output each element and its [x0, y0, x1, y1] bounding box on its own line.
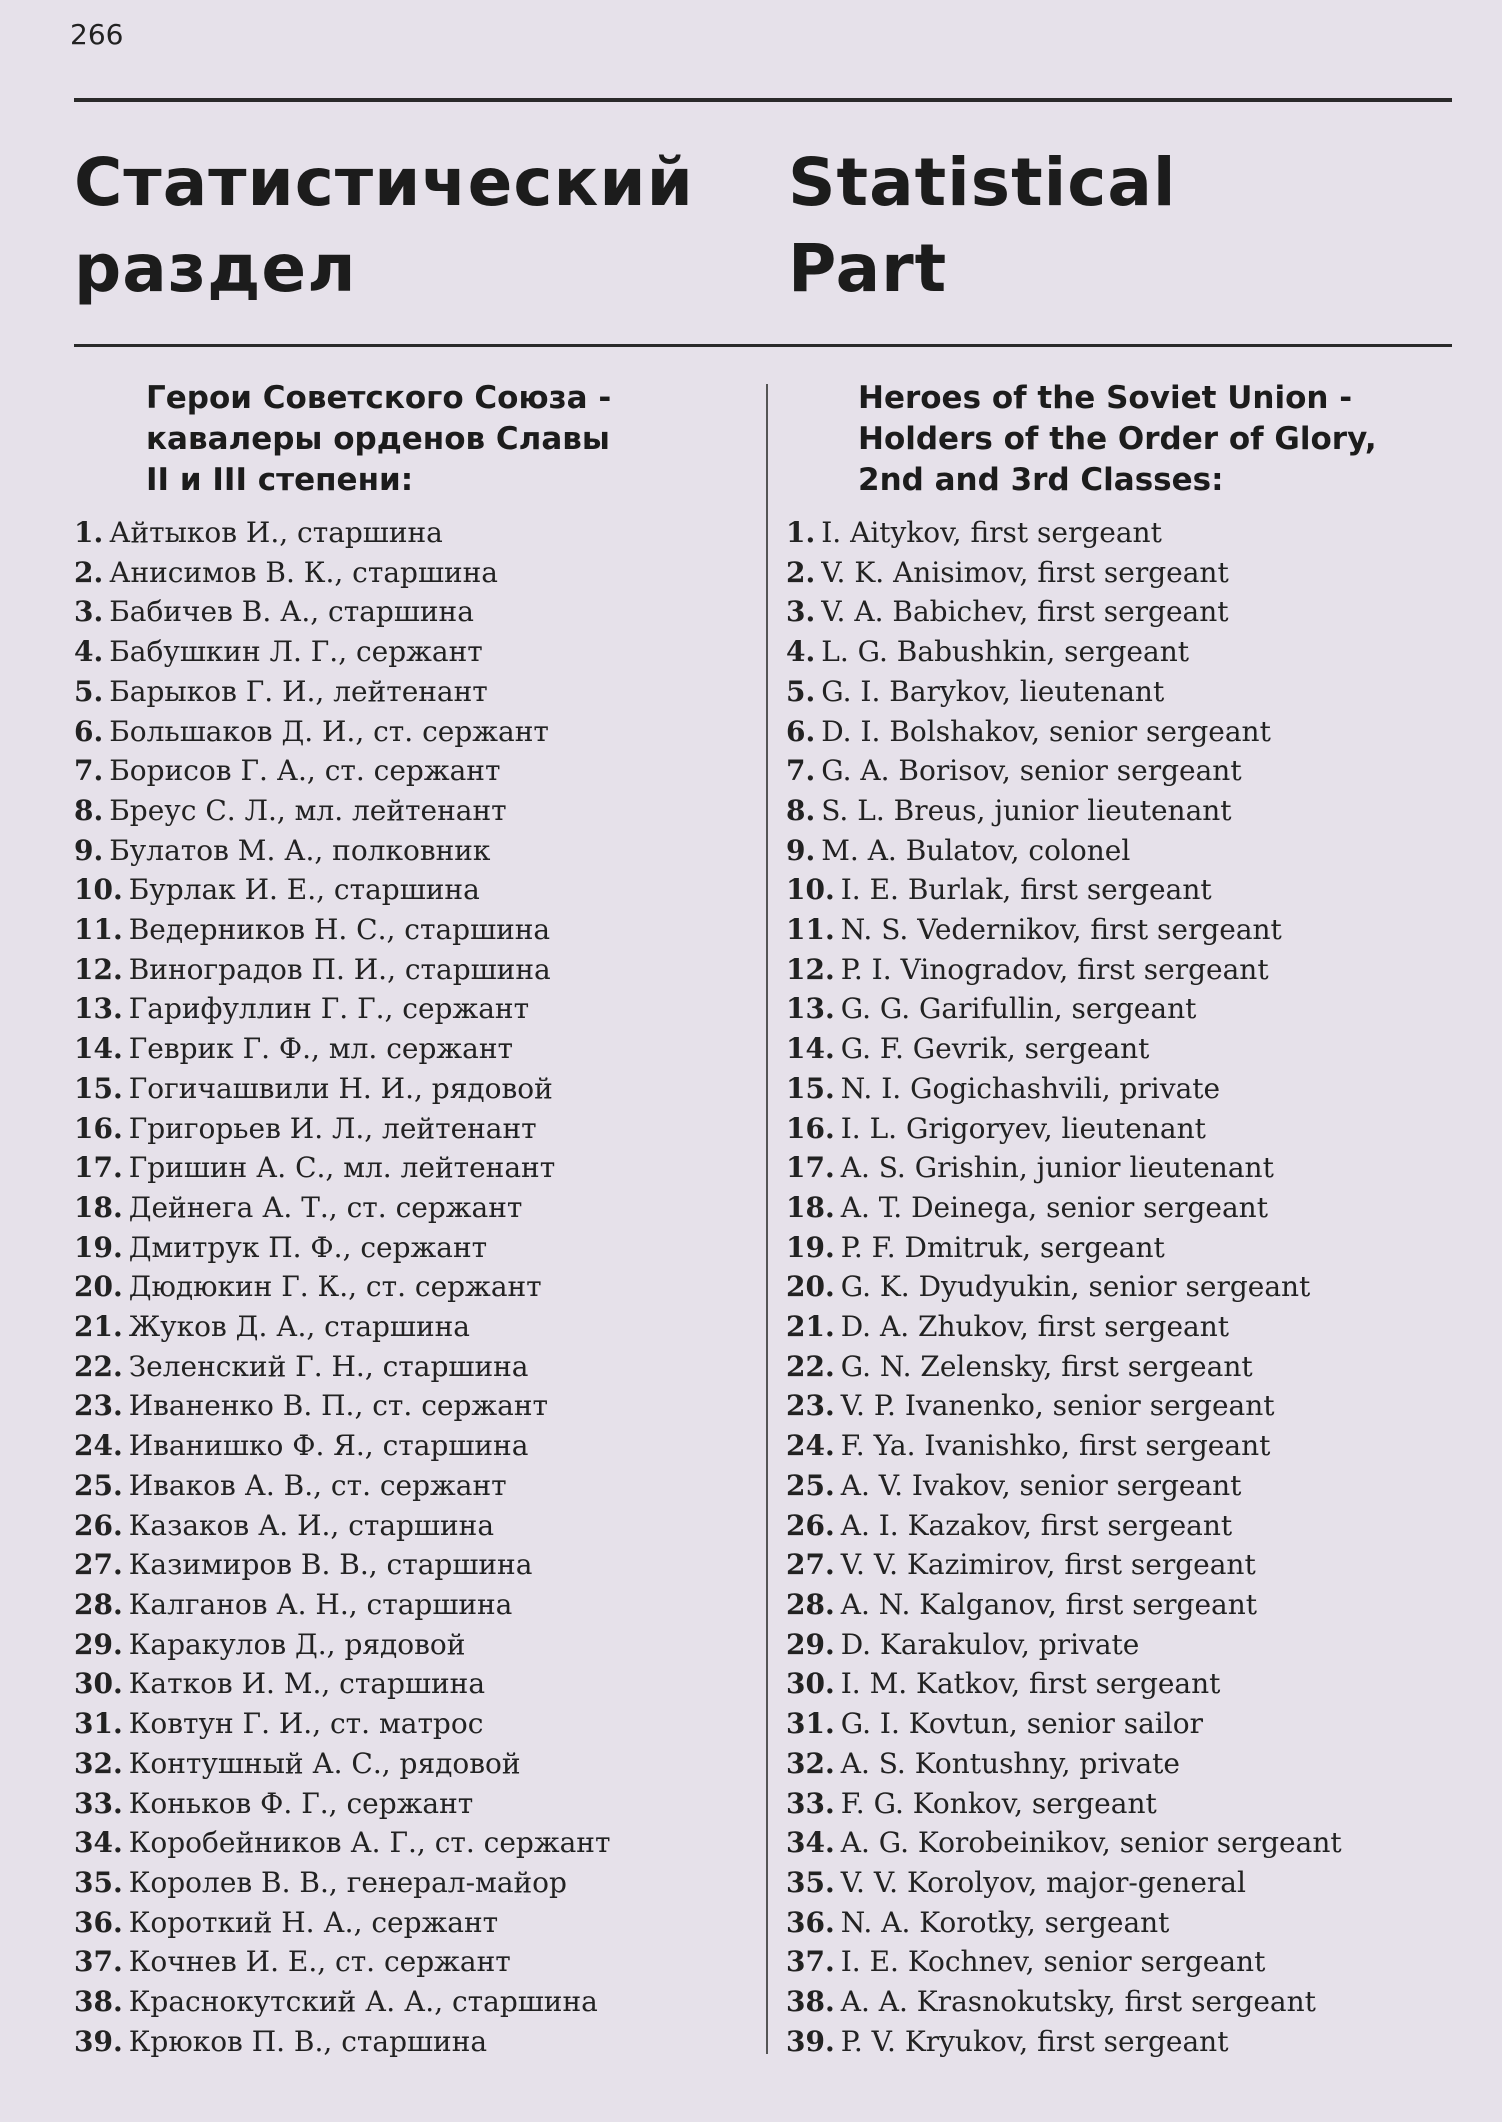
list-item — [786, 1784, 1466, 1824]
list-item — [74, 1188, 744, 1228]
list-item-text: Гогичашвили Н. И., рядовой — [128, 1071, 553, 1105]
list-item-number: 37. — [74, 1945, 123, 1979]
list-item — [786, 831, 1466, 871]
list-item — [74, 831, 744, 871]
list-item-number: 5. — [74, 674, 104, 708]
list-item-number: 26. — [786, 1508, 835, 1542]
list-item-number: 33. — [74, 1786, 123, 1820]
list-item-number: 18. — [74, 1190, 123, 1224]
list-item-number: 3. — [786, 595, 816, 629]
list-item-number: 9. — [74, 833, 104, 867]
list-item — [74, 1267, 744, 1307]
list-item-number: 21. — [786, 1310, 835, 1344]
title-en — [788, 140, 1388, 312]
list-item — [74, 989, 744, 1029]
list-item-number: 28. — [74, 1587, 123, 1621]
list-item-number: 31. — [786, 1707, 835, 1741]
list-item — [786, 1148, 1466, 1188]
list-item — [74, 1942, 744, 1982]
list-item-number: 27. — [74, 1548, 123, 1582]
list-item — [74, 712, 744, 752]
list-item-text: P. I. Vinogradov, first sergeant — [840, 952, 1269, 986]
list-item-text: V. A. Babichev, first sergeant — [821, 595, 1229, 629]
list-item — [74, 751, 744, 791]
list-item-number: 12. — [786, 952, 835, 986]
list-item-number: 25. — [786, 1468, 835, 1502]
list-item-text: Коробейников А. Г., ст. сержант — [128, 1826, 611, 1860]
list-item — [74, 1307, 744, 1347]
list-item-text: A. S. Kontushny, private — [840, 1746, 1180, 1780]
list-item-number: 11. — [74, 913, 123, 947]
list-item-number: 8. — [74, 793, 104, 827]
list-item-text: A. T. Deinega, senior sergeant — [840, 1190, 1268, 1224]
list-item-number: 27. — [786, 1548, 835, 1582]
list-item-text: Краснокутский А. А., старшина — [128, 1985, 598, 2019]
list-item-text: Ведерников Н. С., старшина — [128, 913, 551, 947]
list-item — [74, 1426, 744, 1466]
title-en-line2: Part — [788, 230, 948, 307]
list-item-text: G. I. Kovtun, senior sailor — [840, 1707, 1203, 1741]
list-item-text: Короткий Н. А., сержант — [128, 1905, 499, 1939]
list-item-text: V. P. Ivanenko, senior sergeant — [840, 1389, 1275, 1423]
list-item — [74, 513, 744, 553]
list-item-number: 16. — [74, 1111, 123, 1145]
list-item — [786, 1903, 1466, 1943]
list-item-number: 13. — [786, 992, 835, 1026]
list-item — [786, 1982, 1466, 2022]
list-item-text: V. K. Anisimov, first sergeant — [821, 555, 1229, 589]
list-item-number: 1. — [74, 516, 104, 549]
list-item-text: A. V. Ivakov, senior sergeant — [840, 1468, 1242, 1502]
list-item-text: A. A. Krasnokutsky, first sergeant — [840, 1985, 1316, 2019]
list-item-number: 11. — [786, 913, 835, 947]
list-item — [74, 592, 744, 632]
list-item — [74, 1585, 744, 1625]
list-item — [74, 1664, 744, 1704]
list-item — [786, 1863, 1466, 1903]
list-item-text: Барыков Г. И., лейтенант — [109, 674, 488, 708]
list-item — [74, 1744, 744, 1784]
list-item — [74, 1148, 744, 1188]
list-item-number: 8. — [786, 793, 816, 827]
list-item-number: 14. — [74, 1032, 123, 1066]
list-item-number: 10. — [786, 873, 835, 907]
list-item-text: Дейнега А. Т., ст. сержант — [128, 1190, 523, 1224]
list-item-text: P. V. Kryukov, first sergeant — [840, 2024, 1229, 2058]
list-item-number: 6. — [786, 714, 816, 748]
list-item-text: N. S. Vedernikov, first sergeant — [840, 913, 1282, 947]
list-item-text: D. A. Zhukov, first sergeant — [840, 1310, 1230, 1344]
list-item — [74, 1029, 744, 1069]
list-item-number: 9. — [786, 833, 816, 867]
list-item — [786, 1109, 1466, 1149]
list-item-text: Гришин А. С., мл. лейтенант — [128, 1151, 556, 1185]
list-item — [786, 1307, 1466, 1347]
list-item-number: 25. — [74, 1468, 123, 1502]
list-item-text: Иванишко Ф. Я., старшина — [128, 1429, 529, 1463]
list-item-text: G. N. Zelensky, first sergeant — [840, 1349, 1253, 1383]
list-item-text: Калганов А. Н., старшина — [128, 1587, 513, 1621]
list-item-text: A. S. Grishin, junior lieutenant — [840, 1151, 1274, 1185]
list-item-text: Крюков П. В., старшина — [128, 2024, 488, 2058]
list-item-text: Григорьев И. Л., лейтенант — [128, 1111, 537, 1145]
list-item-number: 17. — [786, 1151, 835, 1185]
list-item-text: F. G. Konkov, sergeant — [840, 1786, 1157, 1820]
list-item — [74, 672, 744, 712]
list-item-number: 2. — [786, 555, 816, 589]
list-item — [786, 592, 1466, 632]
list-item-text: Казаков А. И., старшина — [128, 1508, 495, 1542]
subheading-en-line1: Heroes of the Soviet Union - — [858, 380, 1353, 416]
list-item-number: 2. — [74, 555, 104, 589]
list-item — [786, 1823, 1466, 1863]
list-item — [786, 1506, 1466, 1546]
list-item-number: 28. — [786, 1587, 835, 1621]
list-item-text: Ковтун Г. И., ст. матрос — [128, 1707, 484, 1741]
list-item — [74, 1069, 744, 1109]
list-item — [74, 1466, 744, 1506]
list-item-number: 12. — [74, 952, 123, 986]
title-en-line1: Statistical — [788, 144, 1177, 221]
list-item-number: 39. — [786, 2024, 835, 2058]
list-item — [786, 1942, 1466, 1982]
list-item — [786, 1347, 1466, 1387]
list-item-text: Борисов Г. А., ст. сержант — [109, 754, 501, 788]
list-item-text: P. F. Dmitruk, sergeant — [840, 1230, 1165, 1264]
list-item-number: 29. — [786, 1627, 835, 1661]
list-item — [74, 870, 744, 910]
list-item — [74, 1823, 744, 1863]
list-item-text: Большаков Д. И., ст. сержант — [109, 714, 549, 748]
list-item — [786, 1267, 1466, 1307]
list-item — [74, 1506, 744, 1546]
subheading-ru-line2: кавалеры орденов Славы — [146, 421, 610, 457]
list-item — [786, 1188, 1466, 1228]
list-item-number: 21. — [74, 1310, 123, 1344]
list-item — [74, 1386, 744, 1426]
list-item-number: 14. — [786, 1032, 835, 1066]
list-item-text: G. K. Dyudyukin, senior sergeant — [840, 1270, 1311, 1304]
column-divider — [766, 384, 768, 2054]
list-item-number: 26. — [74, 1508, 123, 1542]
list-item — [74, 1704, 744, 1744]
list-item-number: 7. — [786, 754, 816, 788]
list-item-text: Иваков А. В., ст. сержант — [128, 1468, 507, 1502]
list-item — [74, 1545, 744, 1585]
list-item — [786, 1625, 1466, 1665]
subheading-ru-line1: Герои Советского Союза - — [146, 380, 612, 416]
list-item — [786, 1664, 1466, 1704]
list-item-number: 24. — [786, 1429, 835, 1463]
english-column — [786, 378, 1466, 2061]
list-item-text: A. N. Kalganov, first sergeant — [840, 1587, 1257, 1621]
list-item — [786, 1704, 1466, 1744]
list-item — [74, 791, 744, 831]
list-item — [74, 1347, 744, 1387]
list-item-number: 15. — [786, 1071, 835, 1105]
list-item-number: 22. — [786, 1349, 835, 1383]
list-item — [786, 950, 1466, 990]
list-item-number: 23. — [74, 1389, 123, 1423]
list-item-text: Булатов М. А., полковник — [109, 833, 491, 867]
russian-column — [74, 378, 744, 2061]
list-item — [786, 1386, 1466, 1426]
list-item-text: D. Karakulov, private — [840, 1627, 1140, 1661]
list-item — [786, 989, 1466, 1029]
list-item-text: Бабушкин Л. Г., сержант — [109, 635, 483, 669]
list-item-text: I. L. Grigoryev, lieutenant — [840, 1111, 1206, 1145]
list-item — [786, 751, 1466, 791]
list-item-number: 10. — [74, 873, 123, 907]
list-item-number: 29. — [74, 1627, 123, 1661]
list-item-number: 32. — [74, 1746, 123, 1780]
list-item — [74, 1228, 744, 1268]
list-item-text: N. I. Gogichashvili, private — [840, 1071, 1221, 1105]
list-item-number: 35. — [74, 1865, 123, 1899]
list-item-text: Айтыков И., старшина — [109, 516, 443, 549]
list-item-text: Казимиров В. В., старшина — [128, 1548, 533, 1582]
list-item — [74, 632, 744, 672]
list-item-text: Виноградов П. И., старшина — [128, 952, 551, 986]
list-item — [786, 553, 1466, 593]
list-item-number: 6. — [74, 714, 104, 748]
list-item-number: 30. — [786, 1667, 835, 1701]
list-item-number: 1. — [786, 516, 816, 549]
section-rule — [74, 344, 1452, 347]
list-item-text: Кочнев И. Е., ст. сержант — [128, 1945, 511, 1979]
title-ru-line2: раздел — [74, 230, 357, 307]
list-item-number: 39. — [74, 2024, 123, 2058]
list-item-number: 33. — [786, 1786, 835, 1820]
list-item-text: L. G. Babushkin, sergeant — [821, 635, 1189, 669]
list-item-number: 16. — [786, 1111, 835, 1145]
list-item — [786, 1466, 1466, 1506]
title-ru — [74, 140, 754, 312]
hero-list-ru — [74, 513, 744, 2061]
list-item — [74, 553, 744, 593]
page-number: 266 — [70, 18, 124, 51]
list-item — [786, 2022, 1466, 2062]
subheading-en-line3: 2nd and 3rd Classes: — [858, 462, 1224, 498]
list-item-text: Бреус С. Л., мл. лейтенант — [109, 793, 507, 827]
list-item — [786, 1029, 1466, 1069]
list-item-number: 38. — [74, 1985, 123, 2019]
list-item-number: 4. — [786, 635, 816, 669]
list-item-number: 38. — [786, 1985, 835, 2019]
list-item-text: N. A. Korotky, sergeant — [840, 1905, 1170, 1939]
list-item-text: Дмитрук П. Ф., сержант — [128, 1230, 488, 1264]
list-item-text: D. I. Bolshakov, senior sergeant — [821, 714, 1271, 748]
list-item-text: I. M. Katkov, first sergeant — [840, 1667, 1221, 1701]
list-item — [786, 1744, 1466, 1784]
list-item-text: I. Aitykov, first sergeant — [821, 516, 1162, 549]
list-item-text: Каракулов Д., рядовой — [128, 1627, 466, 1661]
subheading-ru — [146, 378, 744, 501]
top-rule — [74, 98, 1452, 102]
list-item-text: A. I. Kazakov, first sergeant — [840, 1508, 1233, 1542]
subheading-en-line2: Holders of the Order of Glory, — [858, 421, 1377, 457]
list-item-number: 17. — [74, 1151, 123, 1185]
list-item — [74, 950, 744, 990]
list-item-text: S. L. Breus, junior lieutenant — [821, 793, 1232, 827]
list-item — [786, 1228, 1466, 1268]
list-item-number: 19. — [786, 1230, 835, 1264]
list-item-text: Жуков Д. А., старшина — [128, 1310, 470, 1344]
list-item-text: Зеленский Г. Н., старшина — [128, 1349, 529, 1383]
list-item-number: 32. — [786, 1746, 835, 1780]
list-item — [74, 1109, 744, 1149]
list-item-number: 18. — [786, 1190, 835, 1224]
list-item — [74, 1903, 744, 1943]
list-item-text: G. I. Barykov, lieutenant — [821, 674, 1165, 708]
list-item — [786, 870, 1466, 910]
list-item-number: 30. — [74, 1667, 123, 1701]
list-item — [74, 910, 744, 950]
list-item-text: Иваненко В. П., ст. сержант — [128, 1389, 548, 1423]
list-item-text: M. A. Bulatov, colonel — [821, 833, 1131, 867]
list-item-text: Геврик Г. Ф., мл. сержант — [128, 1032, 514, 1066]
list-item — [786, 1585, 1466, 1625]
list-item-number: 23. — [786, 1389, 835, 1423]
list-item — [786, 513, 1466, 553]
list-item-text: G. F. Gevrik, sergeant — [840, 1032, 1150, 1066]
list-item-number: 35. — [786, 1865, 835, 1899]
list-item-number: 3. — [74, 595, 104, 629]
list-item-text: Бурлак И. Е., старшина — [128, 873, 480, 907]
list-item — [786, 632, 1466, 672]
list-item-number: 13. — [74, 992, 123, 1026]
list-item-text: G. G. Garifullin, sergeant — [840, 992, 1197, 1026]
list-item-text: A. G. Korobeinikov, senior sergeant — [840, 1826, 1342, 1860]
list-item-number: 20. — [786, 1270, 835, 1304]
list-item-number: 34. — [786, 1826, 835, 1860]
list-item-number: 37. — [786, 1945, 835, 1979]
list-item-number: 22. — [74, 1349, 123, 1383]
list-item-number: 4. — [74, 635, 104, 669]
list-item-text: I. E. Kochnev, senior sergeant — [840, 1945, 1266, 1979]
list-item-text: V. V. Korolyov, major-general — [840, 1865, 1246, 1899]
list-item — [74, 1625, 744, 1665]
list-item-text: Контушный А. С., рядовой — [128, 1746, 521, 1780]
subheading-ru-line3: II и III степени: — [146, 462, 414, 498]
list-item — [786, 712, 1466, 752]
list-item-text: Дюдюкин Г. К., ст. сержант — [128, 1270, 542, 1304]
list-item-number: 5. — [786, 674, 816, 708]
list-item-text: Бабичев В. А., старшина — [109, 595, 474, 629]
hero-list-en — [786, 513, 1466, 2061]
list-item — [786, 1545, 1466, 1585]
list-item-text: I. E. Burlak, first sergeant — [840, 873, 1212, 907]
list-item-text: Катков И. М., старшина — [128, 1667, 486, 1701]
list-item-number: 15. — [74, 1071, 123, 1105]
list-item — [74, 1863, 744, 1903]
list-item-number: 19. — [74, 1230, 123, 1264]
list-item-number: 36. — [786, 1905, 835, 1939]
list-item-text: Королев В. В., генерал-майор — [128, 1865, 567, 1899]
list-item-number: 31. — [74, 1707, 123, 1741]
list-item-number: 24. — [74, 1429, 123, 1463]
list-item — [786, 672, 1466, 712]
title-ru-line1: Статистический — [74, 144, 694, 221]
list-item-text: F. Ya. Ivanishko, first sergeant — [840, 1429, 1271, 1463]
list-item-text: Гарифуллин Г. Г., сержант — [128, 992, 530, 1026]
list-item-number: 36. — [74, 1905, 123, 1939]
list-item — [74, 2022, 744, 2062]
list-item — [786, 910, 1466, 950]
list-item-text: Анисимов В. К., старшина — [109, 555, 498, 589]
list-item — [786, 1069, 1466, 1109]
list-item-text: G. A. Borisov, senior sergeant — [821, 754, 1242, 788]
list-item-text: Коньков Ф. Г., сержант — [128, 1786, 474, 1820]
list-item-number: 7. — [74, 754, 104, 788]
list-item-text: V. V. Kazimirov, first sergeant — [840, 1548, 1256, 1582]
list-item — [74, 1982, 744, 2022]
list-item — [786, 1426, 1466, 1466]
list-item — [786, 791, 1466, 831]
list-item-number: 20. — [74, 1270, 123, 1304]
list-item-number: 34. — [74, 1826, 123, 1860]
subheading-en — [858, 378, 1466, 501]
list-item — [74, 1784, 744, 1824]
